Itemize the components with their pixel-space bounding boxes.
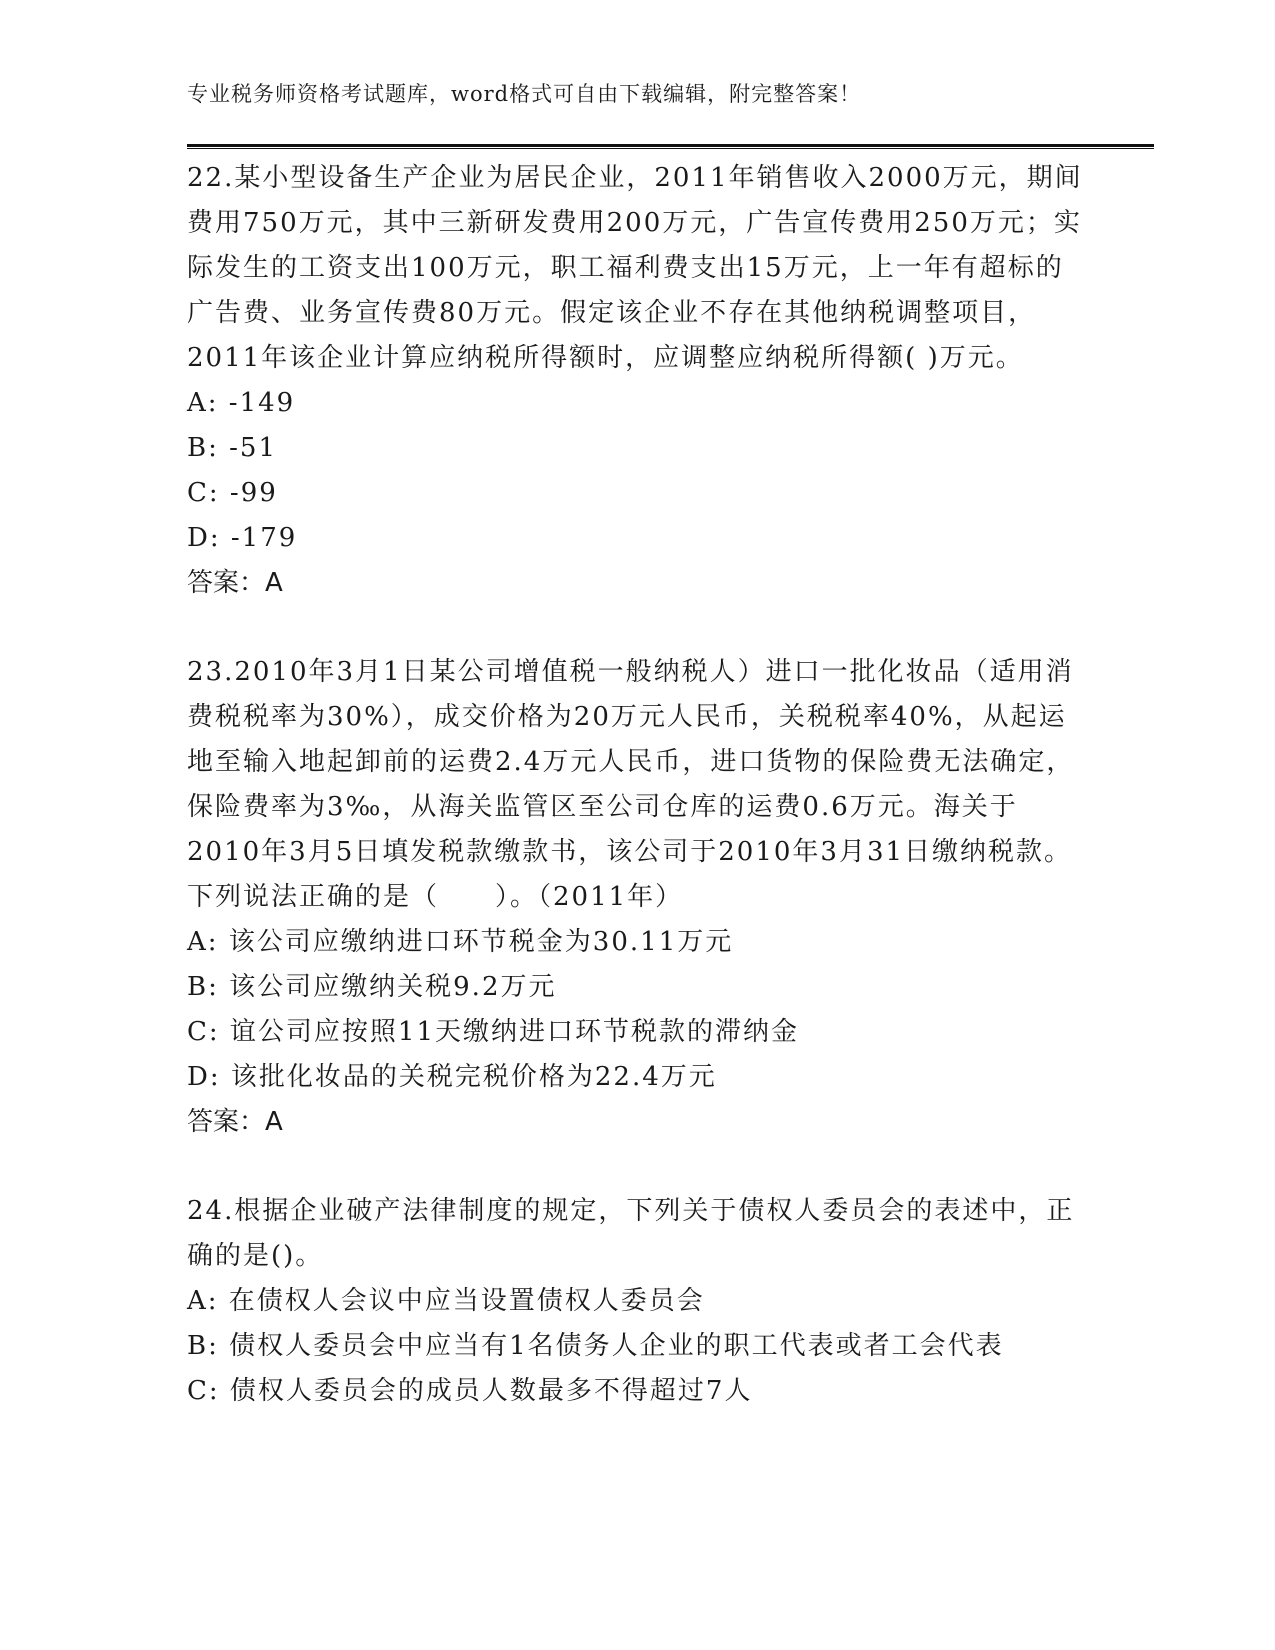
question-23 (187, 650, 1087, 1145)
question-list (187, 156, 1087, 1414)
question-text: 22.某小型设备生产企业为居民企业，2011年销售收入2000万元，期间费用750万元，其中三新研发费用200万元，广告宣传费用250万元；实际发生的工资支出100万元，职工福利费支出15万元，上一年有超标的广告费、业务宣传费80万元。假定该企业不存在其他纳税调整项目，2011年该企业计算应纳税所得额时，应调整应纳税所得额( )万元。 (187, 163, 1083, 373)
option-b: B: -51 (187, 433, 277, 463)
question-text: 23.2010年3月1日某公司增值税一般纳税人）进口一批化妆品（适用消费税税率为30%），成交价格为20万元人民币，关税税率40%，从起运地至输入地起卸前的运费2.4万元人民币，进口货物的保险费无法确定，保险费率为3‰，从海关监管区至公司仓库的运费0.6万元。海关于2010年3月5日填发税款缴款书，该公司于2010年3月31日缴纳税款。下列说法正确的是（ ）。（2011年） (187, 657, 1075, 912)
question-text: 24.根据企业破产法律制度的规定，下列关于债权人委员会的表述中，正确的是()。 (187, 1196, 1075, 1271)
option-b: B: 该公司应缴纳关税9.2万元 (187, 972, 557, 1002)
header-divider (187, 144, 1154, 149)
option-a: A: 该公司应缴纳进口环节税金为30.11万元 (187, 927, 734, 957)
option-d: D: 该批化妆品的关税完税价格为22.4万元 (187, 1062, 717, 1092)
question-22 (187, 156, 1087, 606)
question-spacer (187, 606, 1087, 650)
option-c: C: -99 (187, 478, 278, 508)
option-b: B: 债权人委员会中应当有1名债务人企业的职工代表或者工会代表 (187, 1331, 1004, 1361)
option-c: C: 债权人委员会的成员人数最多不得超过7人 (187, 1376, 753, 1406)
option-c: C: 谊公司应按照11天缴纳进口环节税款的滞纳金 (187, 1017, 800, 1047)
answer-label: 答案：A (187, 1107, 283, 1137)
question-spacer (187, 1145, 1087, 1189)
page-header: 专业税务师资格考试题库，word格式可自由下载编辑，附完整答案！ (187, 82, 862, 106)
option-a: A: 在债权人会议中应当设置债权人委员会 (187, 1286, 705, 1316)
option-a: A: -149 (187, 388, 296, 418)
question-24 (187, 1189, 1087, 1414)
answer-label: 答案：A (187, 568, 283, 598)
option-d: D: -179 (187, 523, 298, 553)
